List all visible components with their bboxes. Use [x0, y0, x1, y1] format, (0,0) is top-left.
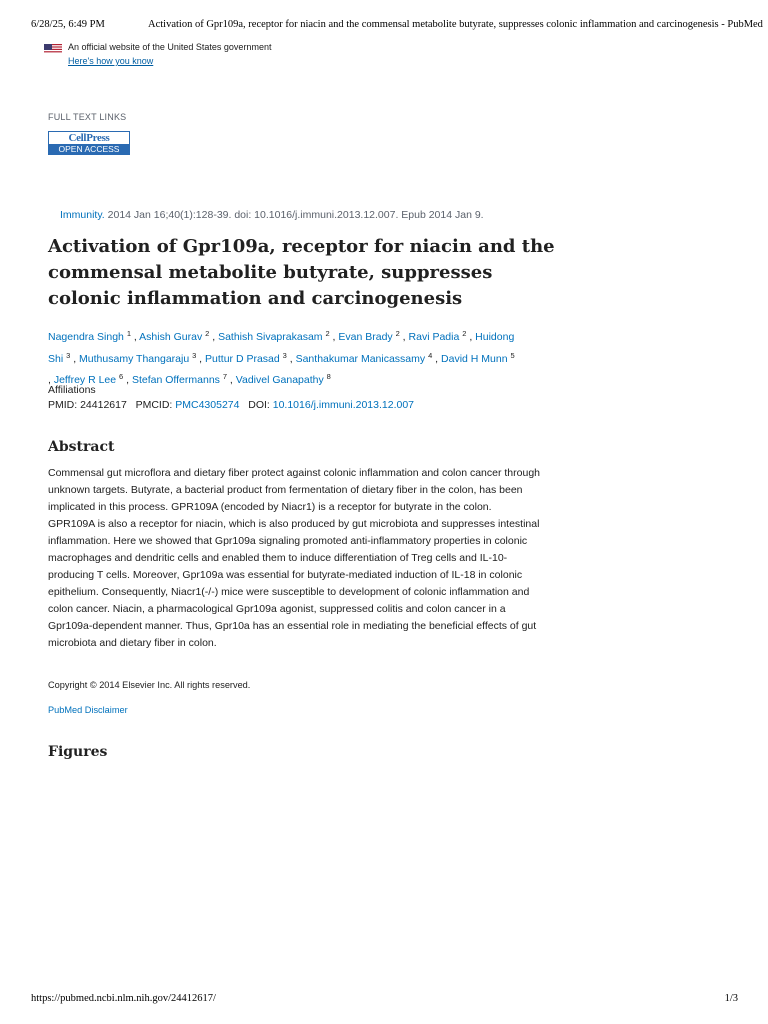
author-affiliation-number[interactable]: 3 — [282, 350, 287, 360]
author-link[interactable]: Evan Brady — [338, 331, 393, 343]
article-title: Activation of Gpr109a, receptor for niacin and the commensal metabolite butyrate, suppresses colonic inflammation and carcinogenesis — [48, 236, 555, 309]
heres-how-you-know-link[interactable]: Here's how you know — [68, 56, 154, 66]
author-link[interactable]: Stefan Offermanns — [131, 374, 220, 386]
figures-heading: Figures — [48, 744, 108, 760]
print-page-title: Activation of Gpr109a, receptor for niacin and the commensal metabolite butyrate, suppresses colonic inflammation and carcinogenesis - PubMed — [148, 19, 763, 30]
author-affiliation-number[interactable]: 7 — [222, 372, 227, 381]
author-list: Nagendra Singh $^1$ , Ashish Gurav $^2$ , Sathish Sivaprakasam $^2$ , Evan Brady $^2$ , Ravi Padia $^2$ , Huidong Shi $^3$ , Muthusamy Thangaraju $^3$ , Puttur D Prasad $^3$ , Santhakumar Manicassamy $^4$ , David H Munn $^5$ , Jeffrey R Lee $^6$ , Stefan Offermanns $^7$ , Vadivel Ganapathy $^8$ — [48, 329, 515, 386]
citation — [60, 209, 484, 221]
article-identifiers — [48, 399, 414, 411]
author-link[interactable]: Ashish Gurav — [139, 331, 203, 343]
pubmed-disclaimer-link[interactable]: PubMed Disclaimer — [48, 705, 128, 715]
open-access-badge: OPEN ACCESS — [49, 144, 129, 154]
pmid-value: 24412617 — [80, 399, 127, 411]
author-affiliation-number[interactable]: 8 — [326, 372, 331, 381]
abstract-text: Commensal gut microflora and dietary fiber protect against colonic inflammation and colon cancer through unknown targets. Butyrate, a bacterial product from fermentation of dietary fiber in the colon, has been implicated in this process. GPR109A (encoded by Niacr1) is a receptor for butyrate in the colon. GPR109A is also a receptor for niacin, which is also produced by gut microbiota and suppresses intestinal inflammation. Here we showed that Gpr109a signaling promoted anti-inflammatory properties in colonic macrophages and dendritic cells and enabled them to induce differentiation of Treg cells and IL-10-producing T cells. Moreover, Gpr109a was essential for butyrate-mediated induction of IL-18 in colonic epithelium. Consequently, Niacr1(-/-) mice were susceptible to development of colonic inflammation and colon cancer. Niacin, a pharmacological Gpr109a agonist, suppressed colitis and colon cancer in a Gpr109a-dependent manner. Thus, Gpr10a has an essential role in mediating the beneficial effects of gut microbiota and dietary fiber in colon. — [48, 467, 541, 649]
author-link[interactable]: Muthusamy Thangaraju — [79, 352, 190, 365]
author-affiliation-number[interactable]: 5 — [510, 350, 515, 360]
journal-link[interactable]: Immunity. — [60, 209, 105, 221]
author-affiliation-number[interactable]: 2 — [462, 329, 467, 338]
author-link[interactable]: Vadivel Ganapathy — [235, 374, 324, 386]
gov-banner-text: An official website of the United States government — [68, 42, 272, 52]
pmcid-link[interactable]: PMC4305274 — [175, 399, 240, 411]
author-affiliation-number[interactable]: 3 — [192, 350, 197, 360]
author-affiliation-number[interactable]: 3 — [66, 350, 71, 360]
copyright-notice: Copyright © 2014 Elsevier Inc. All rights reserved. — [48, 680, 251, 690]
doi-link[interactable]: 10.1016/j.immuni.2013.12.007 — [272, 399, 415, 411]
cellpress-logo-text: CellPress — [68, 132, 110, 144]
author-link[interactable]: David H Munn — [441, 352, 508, 365]
author-affiliation-number[interactable]: 6 — [119, 372, 124, 381]
author-affiliation-number[interactable]: 2 — [325, 329, 330, 338]
affiliations-toggle[interactable]: Affiliations — [48, 384, 96, 396]
author-link[interactable]: Santhakumar Manicassamy — [295, 352, 426, 365]
author-link[interactable]: Sathish Sivaprakasam — [218, 331, 323, 343]
print-page-number: 1/3 — [724, 993, 738, 1004]
author-affiliation-number[interactable]: 4 — [428, 350, 433, 360]
print-header — [0, 0, 768, 30]
print-footer — [0, 990, 768, 1010]
pmcid-label: PMCID: — [135, 399, 176, 411]
author-affiliation-number[interactable]: 1 — [126, 329, 131, 338]
print-url: https://pubmed.ncbi.nlm.nih.gov/24412617/ — [31, 993, 216, 1004]
author-link[interactable]: Nagendra Singh — [48, 331, 124, 343]
abstract-heading: Abstract — [48, 439, 115, 455]
cellpress-open-access-link[interactable] — [48, 131, 130, 155]
author-affiliation-number[interactable]: 2 — [205, 329, 210, 338]
us-flag-icon — [44, 42, 62, 53]
author-affiliation-number[interactable]: 2 — [395, 329, 400, 338]
print-date: 6/28/25, 6:49 PM — [31, 19, 105, 30]
full-text-links-label: FULL TEXT LINKS — [48, 112, 127, 122]
author-link[interactable]: Ravi Padia — [408, 331, 460, 343]
author-link[interactable]: Jeffrey R Lee — [53, 374, 117, 386]
citation-details: 2014 Jan 16;40(1):128-39. doi: 10.1016/j.immuni.2013.12.007. Epub 2014 Jan 9. — [104, 209, 484, 221]
pmid-label: PMID: — [48, 399, 81, 411]
doi-label: DOI: — [248, 399, 273, 411]
author-link[interactable]: Puttur D Prasad — [205, 352, 280, 365]
author-link[interactable]: Huidong Shi — [48, 331, 515, 365]
